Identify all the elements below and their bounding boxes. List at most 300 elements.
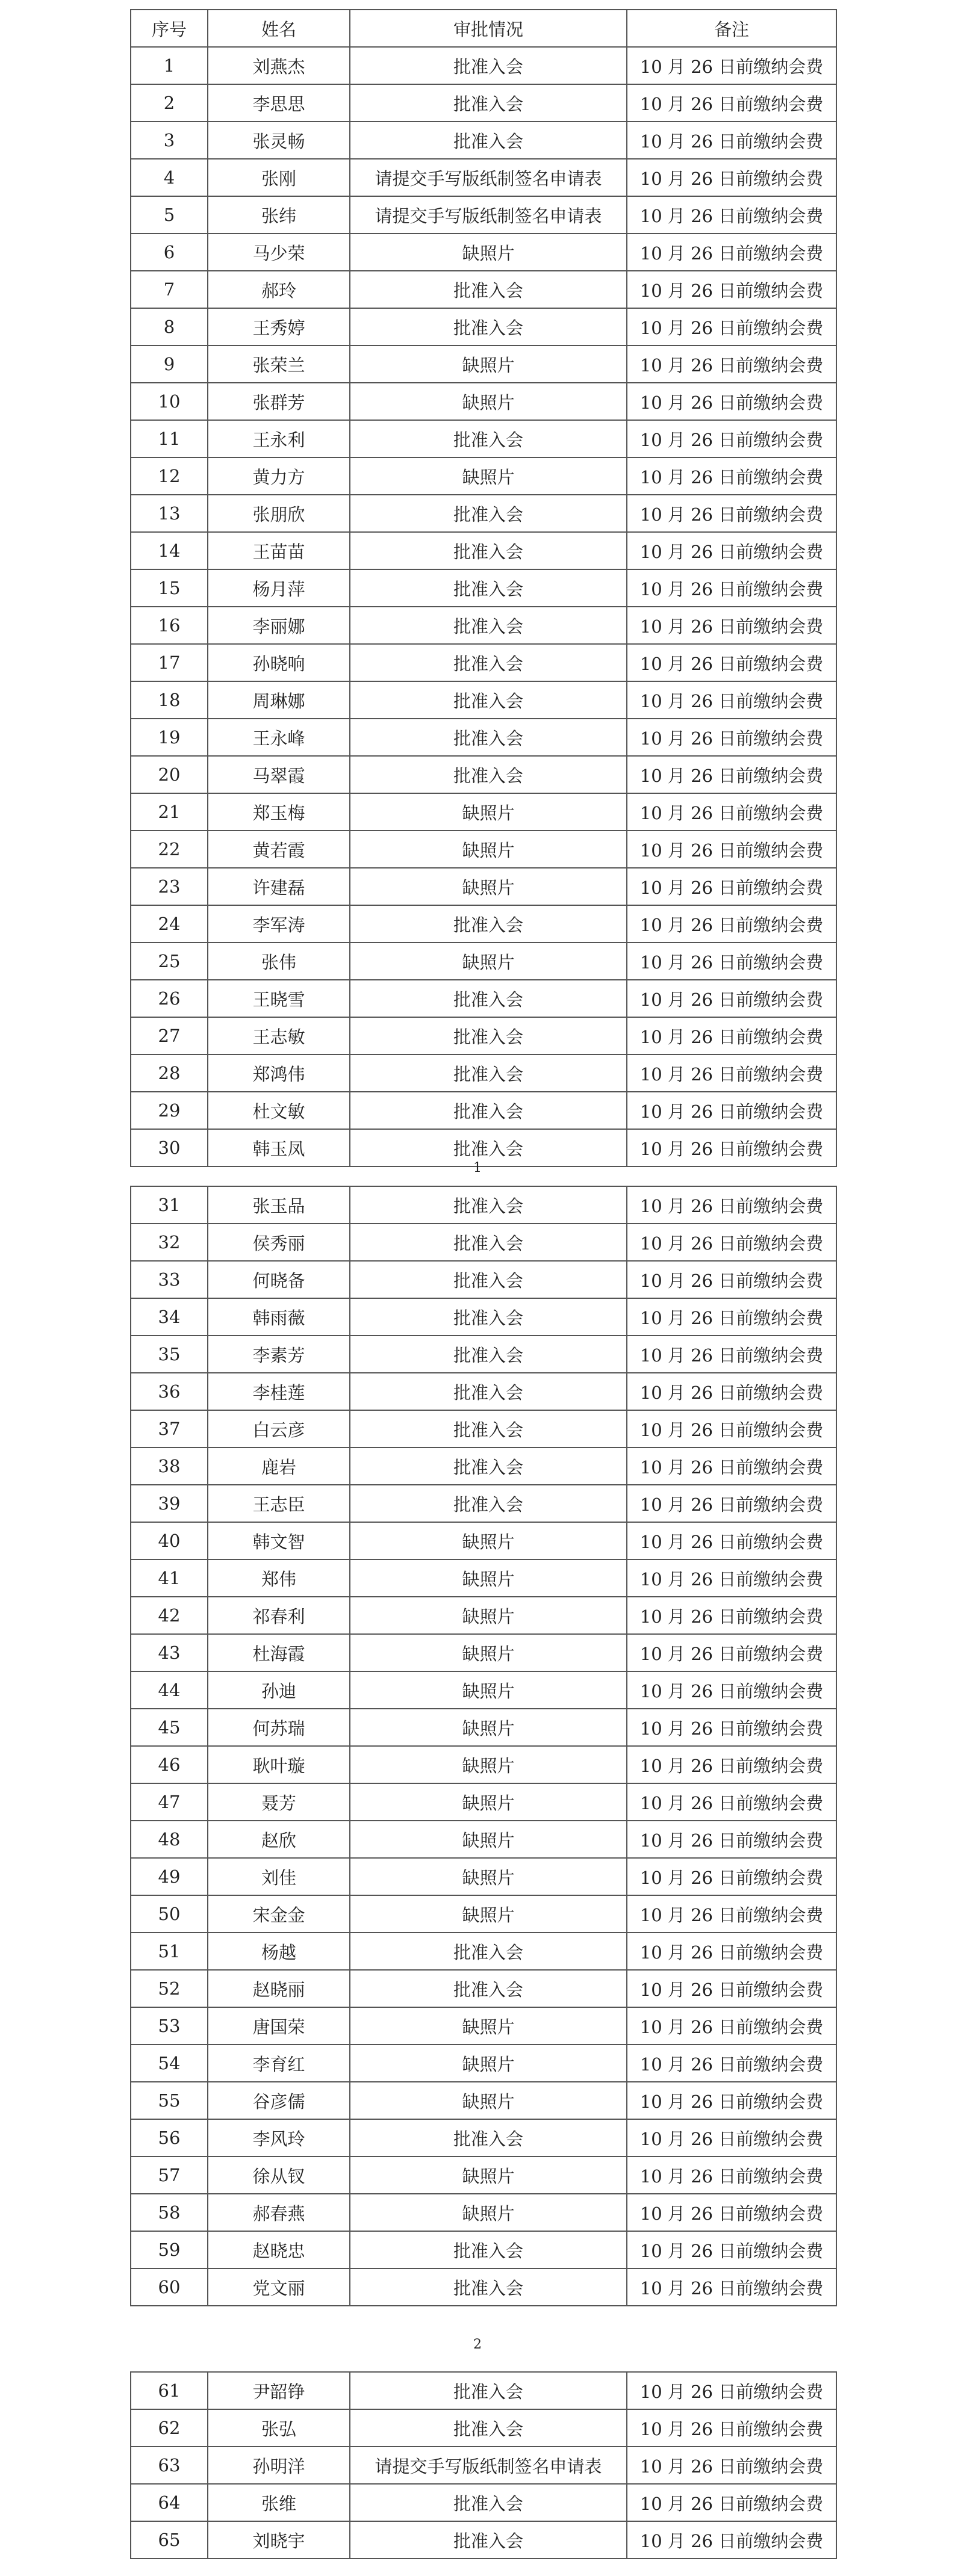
cell-note: 10 月 26 日前缴纳会费	[627, 2119, 836, 2156]
cell-no: 63	[131, 2447, 208, 2484]
header-status: 审批情况	[350, 10, 627, 47]
cell-no: 14	[131, 532, 208, 569]
cell-name: 张维	[208, 2484, 350, 2521]
cell-name: 耿叶璇	[208, 1746, 350, 1783]
cell-status: 缺照片	[350, 2007, 627, 2045]
cell-note: 10 月 26 日前缴纳会费	[627, 2156, 836, 2194]
cell-status: 缺照片	[350, 1634, 627, 1671]
table-row	[131, 1410, 836, 1447]
cell-no: 40	[131, 1522, 208, 1559]
table-row	[131, 383, 836, 420]
cell-name: 杜文敏	[208, 1092, 350, 1129]
cell-name: 王志敏	[208, 1017, 350, 1054]
table-row	[131, 793, 836, 831]
cell-status: 批准入会	[350, 644, 627, 681]
cell-note: 10 月 26 日前缴纳会费	[627, 681, 836, 719]
cell-name: 李育红	[208, 2045, 350, 2082]
cell-status: 批准入会	[350, 681, 627, 719]
member-approval-table-page-3	[130, 2371, 837, 2559]
table-row	[131, 122, 836, 159]
cell-name: 郑鸿伟	[208, 1054, 350, 1092]
cell-name: 张纬	[208, 196, 350, 234]
table-row	[131, 2268, 836, 2306]
cell-no: 50	[131, 1895, 208, 1933]
cell-note: 10 月 26 日前缴纳会费	[627, 84, 836, 122]
cell-note: 10 月 26 日前缴纳会费	[627, 1895, 836, 1933]
cell-name: 周琳娜	[208, 681, 350, 719]
table-row	[131, 756, 836, 793]
cell-note: 10 月 26 日前缴纳会费	[627, 644, 836, 681]
cell-no: 13	[131, 495, 208, 532]
cell-no: 16	[131, 607, 208, 644]
cell-name: 李风玲	[208, 2119, 350, 2156]
cell-note: 10 月 26 日前缴纳会费	[627, 420, 836, 457]
cell-name: 尹韶铮	[208, 2372, 350, 2409]
cell-no: 4	[131, 159, 208, 196]
cell-name: 李思思	[208, 84, 350, 122]
cell-no: 54	[131, 2045, 208, 2082]
cell-status: 缺照片	[350, 831, 627, 868]
table-row	[131, 569, 836, 607]
table-row	[131, 1783, 836, 1821]
cell-status: 批准入会	[350, 607, 627, 644]
cell-name: 宋金金	[208, 1895, 350, 1933]
table-row	[131, 1224, 836, 1261]
cell-status: 批准入会	[350, 2484, 627, 2521]
cell-status: 缺照片	[350, 2156, 627, 2194]
cell-no: 2	[131, 84, 208, 122]
table-row	[131, 681, 836, 719]
cell-no: 19	[131, 719, 208, 756]
cell-status: 缺照片	[350, 1671, 627, 1709]
table-row	[131, 1746, 836, 1783]
cell-no: 9	[131, 345, 208, 383]
cell-note: 10 月 26 日前缴纳会费	[627, 756, 836, 793]
cell-status: 批准入会	[350, 1447, 627, 1485]
table-row	[131, 495, 836, 532]
cell-status: 缺照片	[350, 1783, 627, 1821]
cell-no: 57	[131, 2156, 208, 2194]
cell-status: 批准入会	[350, 47, 627, 84]
cell-no: 61	[131, 2372, 208, 2409]
cell-name: 聂芳	[208, 1783, 350, 1821]
cell-status: 批准入会	[350, 84, 627, 122]
cell-note: 10 月 26 日前缴纳会费	[627, 1224, 836, 1261]
cell-note: 10 月 26 日前缴纳会费	[627, 1054, 836, 1092]
cell-name: 马翠霞	[208, 756, 350, 793]
cell-note: 10 月 26 日前缴纳会费	[627, 1933, 836, 1970]
cell-note: 10 月 26 日前缴纳会费	[627, 122, 836, 159]
table-row	[131, 980, 836, 1017]
cell-no: 33	[131, 1261, 208, 1298]
cell-no: 32	[131, 1224, 208, 1261]
cell-no: 59	[131, 2231, 208, 2268]
cell-status: 批准入会	[350, 1970, 627, 2007]
cell-name: 黄若霞	[208, 831, 350, 868]
cell-note: 10 月 26 日前缴纳会费	[627, 159, 836, 196]
header-name: 姓名	[208, 10, 350, 47]
cell-no: 20	[131, 756, 208, 793]
cell-no: 42	[131, 1597, 208, 1634]
table-row	[131, 1522, 836, 1559]
table-row	[131, 2372, 836, 2409]
cell-note: 10 月 26 日前缴纳会费	[627, 1671, 836, 1709]
cell-status: 缺照片	[350, 2194, 627, 2231]
cell-note: 10 月 26 日前缴纳会费	[627, 1186, 836, 1224]
cell-note: 10 月 26 日前缴纳会费	[627, 2409, 836, 2447]
cell-status: 批准入会	[350, 271, 627, 308]
cell-note: 10 月 26 日前缴纳会费	[627, 308, 836, 345]
cell-note: 10 月 26 日前缴纳会费	[627, 2194, 836, 2231]
header-note: 备注	[627, 10, 836, 47]
cell-name: 唐国荣	[208, 2007, 350, 2045]
table-row	[131, 1970, 836, 2007]
cell-note: 10 月 26 日前缴纳会费	[627, 1129, 836, 1166]
cell-name: 徐从钗	[208, 2156, 350, 2194]
cell-no: 51	[131, 1933, 208, 1970]
cell-name: 谷彦儒	[208, 2082, 350, 2119]
cell-name: 马少荣	[208, 234, 350, 271]
table-row	[131, 2484, 836, 2521]
cell-note: 10 月 26 日前缴纳会费	[627, 2268, 836, 2306]
cell-name: 李丽娜	[208, 607, 350, 644]
cell-status: 缺照片	[350, 2082, 627, 2119]
cell-no: 6	[131, 234, 208, 271]
table-row	[131, 308, 836, 345]
cell-status: 缺照片	[350, 1709, 627, 1746]
cell-status: 缺照片	[350, 457, 627, 495]
cell-status: 缺照片	[350, 943, 627, 980]
page-number: 1	[473, 1160, 482, 1175]
cell-no: 44	[131, 1671, 208, 1709]
cell-note: 10 月 26 日前缴纳会费	[627, 1298, 836, 1336]
cell-no: 29	[131, 1092, 208, 1129]
table-row	[131, 196, 836, 234]
table-row	[131, 2007, 836, 2045]
cell-no: 37	[131, 1410, 208, 1447]
table-row	[131, 234, 836, 271]
cell-no: 25	[131, 943, 208, 980]
cell-status: 批准入会	[350, 1224, 627, 1261]
cell-no: 31	[131, 1186, 208, 1224]
table-row	[131, 1559, 836, 1597]
cell-no: 18	[131, 681, 208, 719]
cell-no: 15	[131, 569, 208, 607]
cell-status: 批准入会	[350, 1017, 627, 1054]
table-row	[131, 1597, 836, 1634]
cell-name: 郝玲	[208, 271, 350, 308]
cell-no: 49	[131, 1858, 208, 1895]
cell-name: 白云彦	[208, 1410, 350, 1447]
cell-name: 鹿岩	[208, 1447, 350, 1485]
cell-status: 批准入会	[350, 1129, 627, 1166]
cell-no: 8	[131, 308, 208, 345]
cell-name: 张荣兰	[208, 345, 350, 383]
cell-name: 李军涛	[208, 905, 350, 943]
cell-name: 黄力方	[208, 457, 350, 495]
cell-status: 批准入会	[350, 1336, 627, 1373]
cell-status: 缺照片	[350, 1522, 627, 1559]
cell-name: 赵晓忠	[208, 2231, 350, 2268]
cell-no: 60	[131, 2268, 208, 2306]
cell-no: 46	[131, 1746, 208, 1783]
cell-name: 王秀婷	[208, 308, 350, 345]
table-row	[131, 84, 836, 122]
cell-no: 39	[131, 1485, 208, 1522]
cell-note: 10 月 26 日前缴纳会费	[627, 1746, 836, 1783]
cell-status: 批准入会	[350, 1373, 627, 1410]
table-row	[131, 1092, 836, 1129]
table-row	[131, 1895, 836, 1933]
cell-note: 10 月 26 日前缴纳会费	[627, 793, 836, 831]
table-row	[131, 457, 836, 495]
cell-note: 10 月 26 日前缴纳会费	[627, 345, 836, 383]
cell-no: 28	[131, 1054, 208, 1092]
cell-no: 22	[131, 831, 208, 868]
cell-note: 10 月 26 日前缴纳会费	[627, 1709, 836, 1746]
cell-name: 王志臣	[208, 1485, 350, 1522]
cell-status: 缺照片	[350, 868, 627, 905]
cell-status: 缺照片	[350, 1597, 627, 1634]
cell-status: 批准入会	[350, 1092, 627, 1129]
cell-status: 批准入会	[350, 905, 627, 943]
table-row	[131, 1709, 836, 1746]
table-row	[131, 1634, 836, 1671]
cell-note: 10 月 26 日前缴纳会费	[627, 532, 836, 569]
table-row	[131, 2521, 836, 2559]
cell-status: 批准入会	[350, 1186, 627, 1224]
cell-status: 批准入会	[350, 756, 627, 793]
cell-note: 10 月 26 日前缴纳会费	[627, 719, 836, 756]
table-row	[131, 2231, 836, 2268]
cell-name: 杜海霞	[208, 1634, 350, 1671]
cell-note: 10 月 26 日前缴纳会费	[627, 1261, 836, 1298]
cell-name: 韩文智	[208, 1522, 350, 1559]
cell-note: 10 月 26 日前缴纳会费	[627, 943, 836, 980]
member-approval-table-page-1	[130, 9, 837, 1167]
cell-note: 10 月 26 日前缴纳会费	[627, 1336, 836, 1373]
cell-no: 30	[131, 1129, 208, 1166]
member-approval-table-page-2	[130, 1186, 837, 2306]
cell-note: 10 月 26 日前缴纳会费	[627, 569, 836, 607]
cell-no: 21	[131, 793, 208, 831]
cell-note: 10 月 26 日前缴纳会费	[627, 1092, 836, 1129]
table-row	[131, 2447, 836, 2484]
cell-name: 杨越	[208, 1933, 350, 1970]
cell-status: 缺照片	[350, 1821, 627, 1858]
cell-note: 10 月 26 日前缴纳会费	[627, 271, 836, 308]
cell-status: 请提交手写版纸制签名申请表	[350, 2447, 627, 2484]
table-row	[131, 868, 836, 905]
cell-no: 35	[131, 1336, 208, 1373]
cell-note: 10 月 26 日前缴纳会费	[627, 1970, 836, 2007]
cell-name: 刘燕杰	[208, 47, 350, 84]
cell-status: 缺照片	[350, 1559, 627, 1597]
cell-no: 34	[131, 1298, 208, 1336]
cell-no: 62	[131, 2409, 208, 2447]
cell-status: 批准入会	[350, 569, 627, 607]
cell-status: 批准入会	[350, 495, 627, 532]
cell-status: 批准入会	[350, 1933, 627, 1970]
cell-name: 王永峰	[208, 719, 350, 756]
cell-note: 10 月 26 日前缴纳会费	[627, 2521, 836, 2559]
cell-no: 58	[131, 2194, 208, 2231]
cell-note: 10 月 26 日前缴纳会费	[627, 1410, 836, 1447]
cell-status: 批准入会	[350, 420, 627, 457]
table-row	[131, 1671, 836, 1709]
cell-status: 批准入会	[350, 1298, 627, 1336]
cell-no: 17	[131, 644, 208, 681]
cell-no: 7	[131, 271, 208, 308]
cell-status: 批准入会	[350, 2409, 627, 2447]
cell-no: 3	[131, 122, 208, 159]
cell-name: 张朋欣	[208, 495, 350, 532]
cell-name: 侯秀丽	[208, 1224, 350, 1261]
table-row	[131, 159, 836, 196]
cell-name: 郑伟	[208, 1559, 350, 1597]
cell-status: 批准入会	[350, 308, 627, 345]
table-row	[131, 1298, 836, 1336]
cell-name: 张群芳	[208, 383, 350, 420]
cell-no: 12	[131, 457, 208, 495]
cell-no: 64	[131, 2484, 208, 2521]
cell-name: 赵欣	[208, 1821, 350, 1858]
cell-status: 缺照片	[350, 793, 627, 831]
cell-note: 10 月 26 日前缴纳会费	[627, 1485, 836, 1522]
table-row	[131, 943, 836, 980]
cell-no: 26	[131, 980, 208, 1017]
cell-status: 批准入会	[350, 2521, 627, 2559]
cell-name: 郝春燕	[208, 2194, 350, 2231]
table-row	[131, 2156, 836, 2194]
cell-name: 孙晓响	[208, 644, 350, 681]
cell-name: 郑玉梅	[208, 793, 350, 831]
table-row	[131, 345, 836, 383]
cell-name: 党文丽	[208, 2268, 350, 2306]
cell-status: 缺照片	[350, 345, 627, 383]
cell-status: 批准入会	[350, 1410, 627, 1447]
cell-note: 10 月 26 日前缴纳会费	[627, 905, 836, 943]
cell-name: 张灵畅	[208, 122, 350, 159]
cell-status: 批准入会	[350, 1485, 627, 1522]
table-row	[131, 532, 836, 569]
cell-note: 10 月 26 日前缴纳会费	[627, 2484, 836, 2521]
table-row	[131, 2119, 836, 2156]
table-row	[131, 1821, 836, 1858]
cell-note: 10 月 26 日前缴纳会费	[627, 234, 836, 271]
table-row	[131, 1017, 836, 1054]
cell-note: 10 月 26 日前缴纳会费	[627, 868, 836, 905]
cell-no: 43	[131, 1634, 208, 1671]
cell-name: 刘佳	[208, 1858, 350, 1895]
table-row	[131, 905, 836, 943]
cell-status: 批准入会	[350, 2119, 627, 2156]
cell-status: 批准入会	[350, 2372, 627, 2409]
cell-no: 47	[131, 1783, 208, 1821]
cell-no: 24	[131, 905, 208, 943]
cell-note: 10 月 26 日前缴纳会费	[627, 196, 836, 234]
page-number: 2	[473, 2337, 482, 2352]
cell-name: 张弘	[208, 2409, 350, 2447]
cell-status: 批准入会	[350, 2268, 627, 2306]
cell-note: 10 月 26 日前缴纳会费	[627, 2231, 836, 2268]
table-row	[131, 719, 836, 756]
table-row	[131, 831, 836, 868]
cell-no: 65	[131, 2521, 208, 2559]
cell-name: 何晓备	[208, 1261, 350, 1298]
table-row	[131, 644, 836, 681]
cell-name: 张刚	[208, 159, 350, 196]
cell-name: 杨月萍	[208, 569, 350, 607]
cell-name: 韩玉凤	[208, 1129, 350, 1166]
cell-no: 55	[131, 2082, 208, 2119]
cell-note: 10 月 26 日前缴纳会费	[627, 2447, 836, 2484]
cell-name: 王苗苗	[208, 532, 350, 569]
cell-note: 10 月 26 日前缴纳会费	[627, 47, 836, 84]
table-row	[131, 2045, 836, 2082]
cell-no: 48	[131, 1821, 208, 1858]
table-row	[131, 2409, 836, 2447]
cell-note: 10 月 26 日前缴纳会费	[627, 457, 836, 495]
cell-name: 张玉品	[208, 1186, 350, 1224]
header-no: 序号	[131, 10, 208, 47]
cell-status: 批准入会	[350, 122, 627, 159]
table-row	[131, 1858, 836, 1895]
cell-note: 10 月 26 日前缴纳会费	[627, 2082, 836, 2119]
cell-status: 批准入会	[350, 1261, 627, 1298]
cell-no: 10	[131, 383, 208, 420]
cell-name: 赵晓丽	[208, 1970, 350, 2007]
cell-no: 56	[131, 2119, 208, 2156]
cell-no: 1	[131, 47, 208, 84]
cell-note: 10 月 26 日前缴纳会费	[627, 607, 836, 644]
cell-no: 45	[131, 1709, 208, 1746]
cell-status: 请提交手写版纸制签名申请表	[350, 196, 627, 234]
cell-name: 李素芳	[208, 1336, 350, 1373]
cell-name: 许建磊	[208, 868, 350, 905]
cell-no: 52	[131, 1970, 208, 2007]
table-row	[131, 1054, 836, 1092]
cell-note: 10 月 26 日前缴纳会费	[627, 1634, 836, 1671]
cell-no: 38	[131, 1447, 208, 1485]
cell-name: 刘晓宇	[208, 2521, 350, 2559]
cell-note: 10 月 26 日前缴纳会费	[627, 1447, 836, 1485]
cell-name: 孙迪	[208, 1671, 350, 1709]
cell-status: 缺照片	[350, 2045, 627, 2082]
cell-no: 23	[131, 868, 208, 905]
cell-status: 缺照片	[350, 1858, 627, 1895]
cell-status: 批准入会	[350, 532, 627, 569]
cell-status: 批准入会	[350, 980, 627, 1017]
cell-note: 10 月 26 日前缴纳会费	[627, 2007, 836, 2045]
table-row	[131, 1336, 836, 1373]
cell-note: 10 月 26 日前缴纳会费	[627, 1597, 836, 1634]
cell-name: 祁春利	[208, 1597, 350, 1634]
table-row	[131, 1933, 836, 1970]
cell-status: 批准入会	[350, 719, 627, 756]
cell-note: 10 月 26 日前缴纳会费	[627, 2372, 836, 2409]
cell-status: 缺照片	[350, 383, 627, 420]
cell-name: 何苏瑞	[208, 1709, 350, 1746]
cell-no: 53	[131, 2007, 208, 2045]
cell-no: 11	[131, 420, 208, 457]
cell-status: 批准入会	[350, 2231, 627, 2268]
cell-name: 王永利	[208, 420, 350, 457]
cell-status: 缺照片	[350, 234, 627, 271]
table-row	[131, 1447, 836, 1485]
cell-no: 41	[131, 1559, 208, 1597]
table-row	[131, 2082, 836, 2119]
